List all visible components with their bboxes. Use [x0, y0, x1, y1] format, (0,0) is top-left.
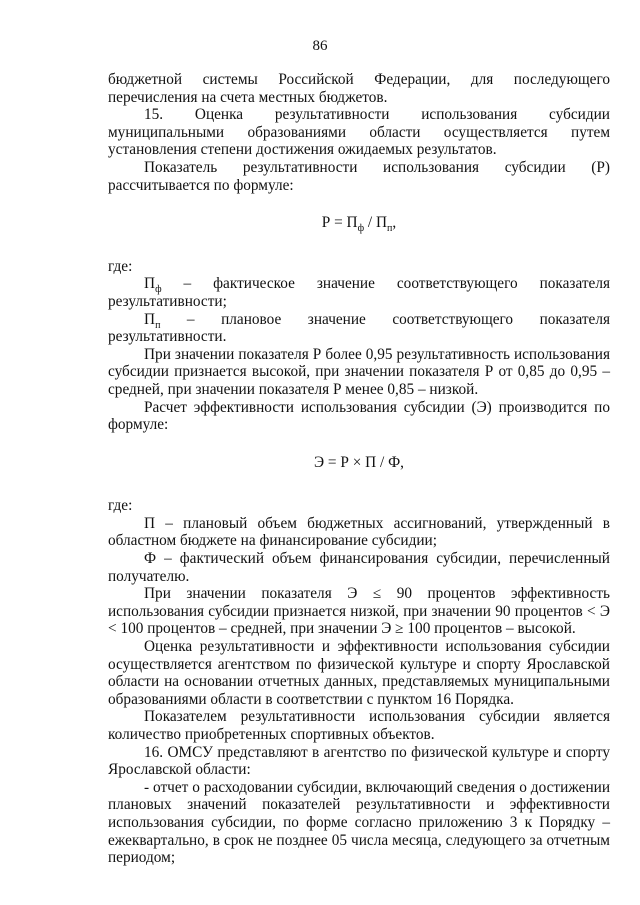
page-number: 86 — [312, 38, 328, 54]
paragraph-item-15: 15. Оценка результативности использования субсидии муниципальными образованиями области осуществляется путем установления степени достижения ожидаемых результатов. — [108, 106, 610, 159]
definition-pf-sub: ф — [155, 284, 162, 296]
formula-result-tail: , — [392, 214, 397, 232]
definition-pp-symbol: П — [144, 310, 156, 328]
definition-f: Ф – фактический объем финансирования субсидии, перечисленный получателю. — [108, 550, 610, 585]
definition-pf — [108, 275, 610, 310]
paragraph-continuation: бюджетной системы Российской Федерации, для последующего перечисления на счета местных бюджетов. — [108, 71, 610, 106]
formula-efficiency: Э = Р × П / Ф, — [313, 453, 404, 471]
formula-result-sub-f: ф — [357, 223, 365, 235]
paragraph-assessment-agency: Оценка результативности и эффективности использования субсидии осуществляется агентством по физической культуре и спорту Ярославской области на основании отчетных данных, представляемых муниципальными образованиями области в соответствии с пунктом 16 Порядка. — [108, 638, 610, 708]
where-label-2: где: — [108, 497, 133, 515]
definition-pf-symbol: П — [144, 275, 156, 293]
paragraph-result-thresholds: При значении показателя Р более 0,95 результативность использования субсидии признается высокой, при значении показателя Р от 0,85 до 0,95 – средней, при значении показателя Р менее 0,85 – низкой. — [108, 345, 610, 398]
definition-pp-text: – плановое значение соответствующего показателя результативности. — [108, 310, 610, 346]
paragraph-result-indicator: Показатель результативности использования субсидии (Р) рассчитывается по формуле: — [108, 158, 610, 194]
paragraph-report-item: - отчет о расходовании субсидии, включающий сведения о достижении плановых значений показателей результативности и эффективности использования субсидии, по форме согласно приложению 3 к Порядку – ежеквартально, в срок не позднее 05 числа месяца, следующего за отчетным периодом; — [108, 778, 610, 867]
formula-result-lhs: Р = П — [321, 214, 358, 232]
formula-result-mid: / П — [364, 214, 388, 232]
document-body — [108, 71, 610, 867]
paragraph-efficiency-calc: Расчет эффективности использования субсидии (Э) производится по формуле: — [108, 398, 610, 434]
formula-result — [108, 194, 610, 254]
definition-pp — [108, 311, 610, 346]
paragraph-item-16: 16. ОМСУ представляют в агентство по физической культуре и спорту Ярославской области: — [108, 743, 610, 779]
where-label-1: где: — [108, 257, 133, 275]
definition-pp-sub: п — [155, 319, 161, 331]
definition-pf-text: – фактическое значение соответствующего показателя результативности; — [108, 275, 610, 310]
paragraph-efficiency-thresholds: При значении показателя Э ≤ 90 процентов эффективность использования субсидии признается низкой, при значении 90 процентов < Э < 100 процентов – средней, при значении Э ≥ 100 процентов – высокой. — [108, 585, 610, 638]
formula-result-sub-p: п — [387, 223, 393, 235]
paragraph-result-indicator-definition: Показателем результативности использования субсидии является количество приобретенных спортивных объектов. — [108, 708, 610, 743]
definition-p: П – плановый объем бюджетных ассигнований, утвержденный в областном бюджете на финансирование субсидии; — [108, 514, 610, 550]
